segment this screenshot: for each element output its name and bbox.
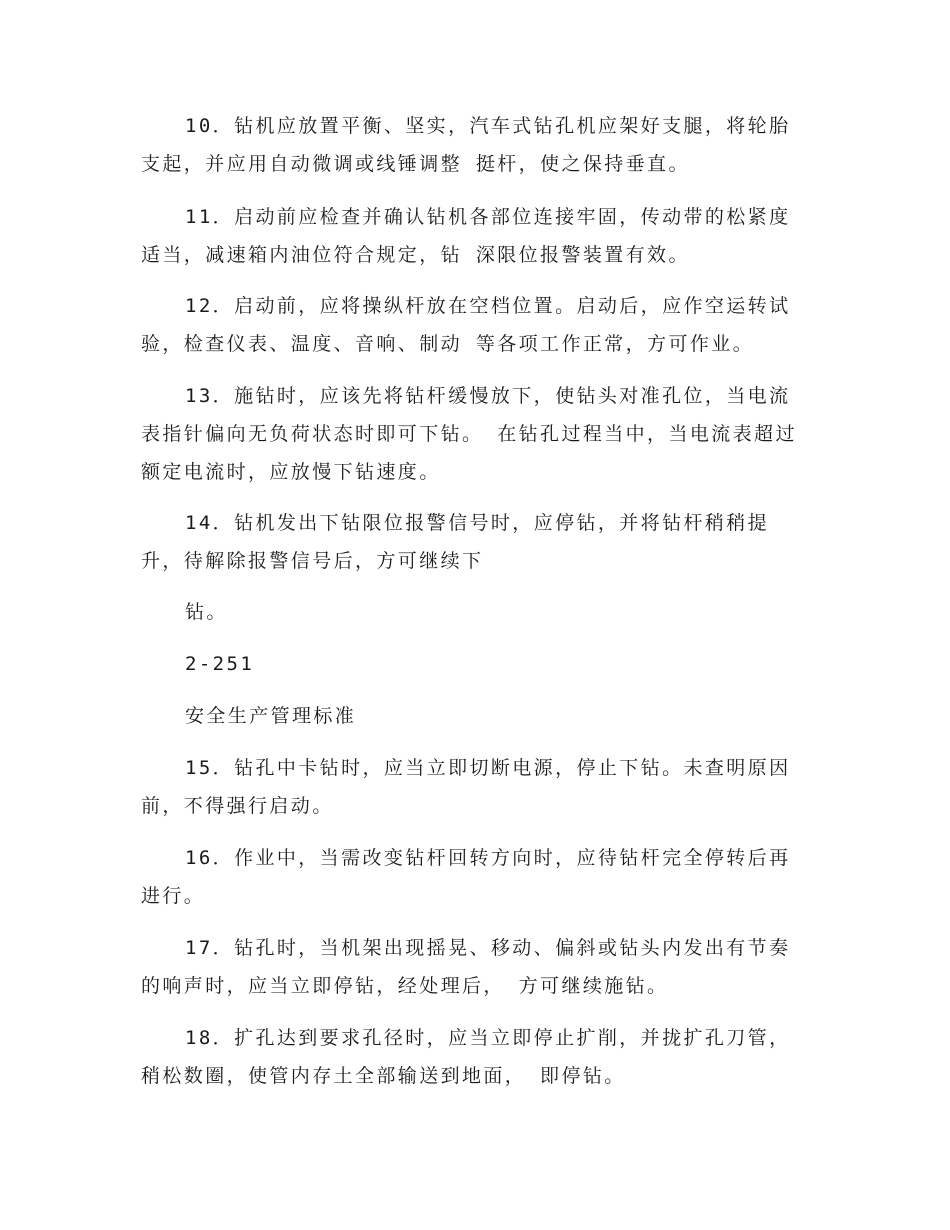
paragraph-12: 12．启动前，应将操纵杆放在空档位置。启动后，应作空运转试验，检查仪表、温度、音响、制动 等各项工作正常，方可作业。 <box>141 295 791 355</box>
paragraph-14-line-2: 升，待解除报警信号后，方可继续下 <box>141 550 484 572</box>
paragraph-14-line-1: 14．钻机发出下钻限位报警信号时，应停钻，并将钻杆稍稍提 <box>185 512 770 534</box>
paragraph-17: 17．钻孔时，当机架出现摇晃、移动、偏斜或钻头内发出有节奏的响声时，应当立即停钻，经处理后， 方可继续施钻。 <box>141 937 791 997</box>
paragraph-18: 18．扩孔达到要求孔径时，应当立即停止扩削，并拢扩孔刀管，稍松数圈，使管内存土全部输送到地面， 即停钻。 <box>141 1027 791 1087</box>
paragraph-13: 13．施钻时，应该先将钻杆缓慢放下，使钻头对准孔位，当电流表指针偏向无负荷状态时即可下钻。 在钻孔过程当中，当电流表超过额定电流时，应放慢下钻速度。 <box>141 385 797 483</box>
paragraph-11: 11．启动前应检查并确认钻机各部位连接牢固，传动带的松紧度适当，减速箱内油位符合规定，钻 深限位报警装置有效。 <box>141 206 791 266</box>
paragraph-15: 15．钻孔中卡钻时，应当立即切断电源，停止下钻。未查明原因前，不得强行启动。 <box>141 757 791 817</box>
running-header: 安全生产管理标准 <box>185 705 357 727</box>
paragraph-16: 16．作业中，当需改变钻杆回转方向时，应待钻杆完全停转后再进行。 <box>141 847 791 907</box>
paragraph-14-tail: 钻。 <box>185 601 228 623</box>
paragraph-10: 10．钻机应放置平衡、坚实，汽车式钻孔机应架好支腿，将轮胎支起，并应用自动微调或线锤调整 挺杆，使之保持垂直。 <box>141 115 791 175</box>
page-number: 2-251 <box>185 653 255 675</box>
